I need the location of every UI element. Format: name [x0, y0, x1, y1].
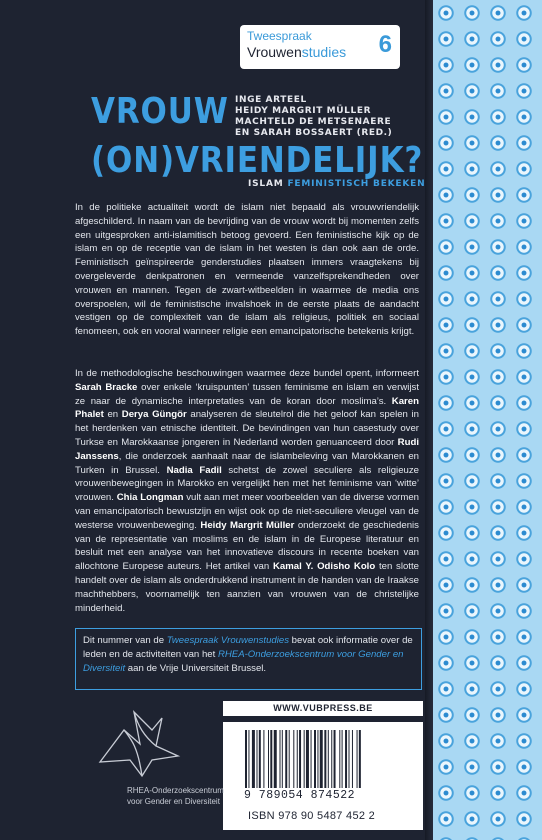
- text-run: bevat ook informatie over de leden en de activiteiten van het: [83, 635, 413, 660]
- dotted-side-strip: [433, 0, 542, 840]
- logo-caption-line-1: RHEA-Onderzoekscentrum: [127, 786, 224, 795]
- author-name: Chia Longman: [116, 492, 184, 504]
- author-name: Rudi Janssens: [75, 436, 419, 462]
- text-run: over enkele ‘kruispunten’ tussen feminisme en islam en verwijst ze naar de dynamische interpretaties van de koran door moslima’s.: [75, 381, 419, 407]
- blurb-paragraph-2: [75, 367, 419, 615]
- subtitle-part-a: ISLAM: [248, 179, 284, 189]
- info-box: [75, 628, 422, 690]
- text-run: ten slotte handelt over de islam als onderdrukkend instrument in de handen van de Iraakse machthebbers, voornamelijk ten aanzien van vrouwen van de christelijke minderheid.: [75, 561, 419, 614]
- editor: EN SARAH BOSSAERT (RED.): [235, 128, 393, 138]
- title-line-1: VROUW: [91, 91, 229, 132]
- rhea-logo-icon: [82, 700, 202, 782]
- editor: MACHTELD DE METSENAERE: [235, 117, 392, 127]
- subtitle-part-b: FEMINISTISCH BEKEKEN: [287, 179, 426, 189]
- text-run: aan de Vrije Universiteit Brussel.: [125, 662, 267, 674]
- publisher-website: WWW.VUBPRESS.BE: [223, 701, 423, 716]
- blurb-paragraph-1: In de politieke actualiteit wordt de islam niet bepaald als vrouwvriendelijk afgeschilderd. In naam van de bevrijding van de vrouw wordt bij momenten zelfs een uitgesproken anti-islamitisch betoog gevoerd. Een feministische kijk op de islam en op de receptie van de islam in het westen is dan ook aan de orde. Feministisch geïnspireerde genderstudies plaatsen immers vraagtekens bij overgeleverde denkpatronen en vermeende vanzelfsprekendheden over vrouwen en mannen. Tegen de zwart-witbeelden in waarmee de media ons overspoelen, wil de feministische invalshoek in de eerste plaats de aandacht vestigen op de complexiteit van de islam als religieus, politiek en sociaal fenomeen, ook en vooral wanneer religie een emancipatorische betekenis krijgt.: [75, 202, 419, 338]
- text-run: , die onderzoek aanhaalt naar de islambeleving van Marokkanen en Turken in Brussel.: [75, 450, 419, 476]
- isbn-number: ISBN 978 90 5487 452 2: [248, 810, 376, 822]
- series-name-part-b: studies: [301, 44, 347, 60]
- text-run: analyseren de sleutelrol die het geloof kan spelen in het herdenken van etnische identiteit. De bevindingen van hun casestudy over Turkse en Marokkaanse jongeren in Nederland worden genuanceerd door: [75, 409, 419, 448]
- text-run: schetst de zowel seculiere als religieuze vrouwenbewegingen in Marokko en vergelijkt hen met het feminisme van ‘witte’ vrouwen.: [75, 464, 419, 504]
- italic-run: RHEA-Onderzoekscentrum voor Gender en Diversiteit: [83, 648, 404, 674]
- text-run: en: [103, 409, 122, 421]
- series-name-part-a: Vrouwen: [247, 44, 302, 60]
- series-number: 6: [378, 31, 392, 58]
- author-name: Kamal Y. Odisho Kolo: [272, 561, 376, 573]
- author-name: Heidy Margrit Müller: [200, 519, 295, 531]
- editors-list: [235, 95, 415, 139]
- italic-run: Tweespraak Vrouwenstudies: [166, 635, 290, 646]
- author-name: Nadia Fadil: [166, 464, 222, 476]
- author-name: Karen Phalet: [75, 395, 419, 421]
- author-name: Derya Güngör: [121, 409, 187, 421]
- title-line-2: (ON)VRIENDELIJK?: [91, 140, 424, 181]
- text-run: vult aan met meer voorbeelden van de diverse vormen van emancipatorisch bewustzijn en wijst ook op de niet-seculiere vleugel van de westerse vrouwenbeweging.: [75, 492, 420, 531]
- editor: INGE ARTEEL: [235, 95, 307, 105]
- series-name-bottom: [247, 44, 346, 60]
- text-run: In de methodologische beschouwingen waarmee deze bundel opent, informeert: [75, 368, 419, 379]
- text-run: Dit nummer van de: [83, 635, 167, 646]
- subtitle: [248, 179, 425, 189]
- barcode-digits: 9 789054 874522: [244, 789, 356, 802]
- series-name-top: Tweespraak: [247, 29, 312, 43]
- author-name: Sarah Bracke: [75, 381, 138, 393]
- editor: HEIDY MARGRIT MÜLLER: [235, 106, 372, 116]
- text-run: onderzoekt de geschiedenis van de representatie van moslims en de islam in de Europese literatuur en besluit met een analyse van het innovatieve discours in recente boeken van allochtone Europese auteurs. Het artikel van: [75, 519, 419, 573]
- series-badge: [240, 25, 400, 69]
- logo-caption-line-2: voor Gender en Diversiteit: [127, 797, 220, 806]
